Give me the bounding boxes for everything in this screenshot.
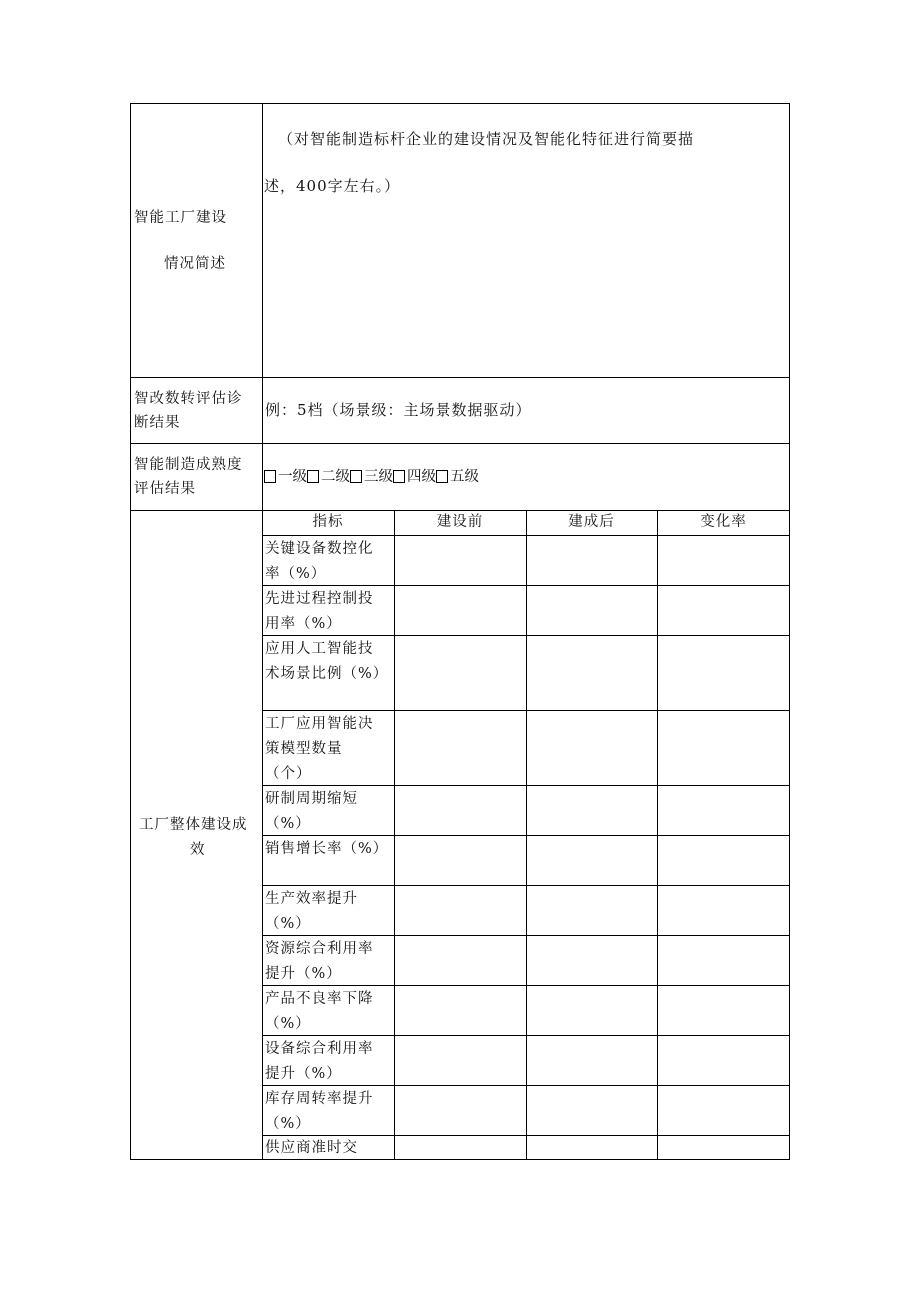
- level-1-checkbox[interactable]: [264, 469, 307, 485]
- level-2-label: 二级: [321, 469, 350, 485]
- level-3-checkbox[interactable]: [350, 469, 393, 485]
- header-indicator: 指标: [312, 514, 344, 530]
- grid-row-line: [262, 710, 790, 711]
- level-4-label: 四级: [407, 469, 436, 485]
- form-table: [130, 103, 790, 1160]
- indicator-label: 关键设备数控化 率（%）: [265, 541, 374, 582]
- section1-description-line1: （对智能制造标杆企业的建设情况及智能化特征进行简要描: [278, 130, 695, 148]
- header-after: 建成后: [568, 514, 615, 530]
- indicator-label: 应用人工智能技 术场景比例（%）: [265, 641, 389, 682]
- level-1-label: 一级: [278, 469, 307, 485]
- maturity-level-options: [264, 465, 479, 489]
- header-before: 建设前: [436, 514, 484, 530]
- section2-label-line2: 断结果: [134, 415, 181, 431]
- section1-label-line2: 情况简述: [164, 256, 226, 272]
- indicator-label: 销售增长率（%）: [265, 841, 389, 857]
- grid-row-line: [262, 535, 790, 536]
- section4-label-line1: 工厂整体建设成: [139, 817, 248, 833]
- level-5-label: 五级: [450, 469, 479, 485]
- column-divider: [262, 103, 263, 1160]
- diagnosis-result: 例：5档（场景级：主场景数据驱动）: [265, 401, 532, 419]
- indicator-label: 设备综合利用率 提升（%）: [265, 1041, 374, 1082]
- grid-row-line: [262, 885, 790, 886]
- level-3-label: 三级: [364, 469, 393, 485]
- section3-label-line2: 评估结果: [134, 481, 196, 497]
- section1-label-line1: 智能工厂建设: [134, 210, 227, 226]
- indicator-label: 资源综合利用率 提升（%）: [265, 941, 374, 982]
- indicator-label: 研制周期缩短 （%）: [265, 791, 358, 832]
- section4-label-line2: 效: [190, 842, 206, 858]
- header-change-rate: 变化率: [700, 514, 747, 530]
- indicator-label: 生产效率提升 （%）: [265, 891, 358, 932]
- indicator-label: 库存周转率提升 （%）: [265, 1091, 374, 1132]
- level-4-checkbox[interactable]: [393, 469, 436, 485]
- row-divider: [130, 443, 790, 444]
- level-5-checkbox[interactable]: [436, 469, 479, 485]
- level-2-checkbox[interactable]: [307, 469, 350, 485]
- indicator-label: 产品不良率下降 （%）: [265, 991, 374, 1032]
- section3-label-line1: 智能制造成熟度: [134, 457, 243, 473]
- section1-description-line2: 述，400字左右。）: [264, 177, 401, 195]
- section2-label-line1: 智改数转评估诊: [134, 391, 243, 407]
- indicator-label: 工厂应用智能决 策模型数量 （个）: [265, 716, 374, 782]
- indicator-label: 供应商准时交: [265, 1140, 358, 1156]
- indicator-label: 先进过程控制投 用率（%）: [265, 591, 374, 632]
- row-divider: [130, 377, 790, 378]
